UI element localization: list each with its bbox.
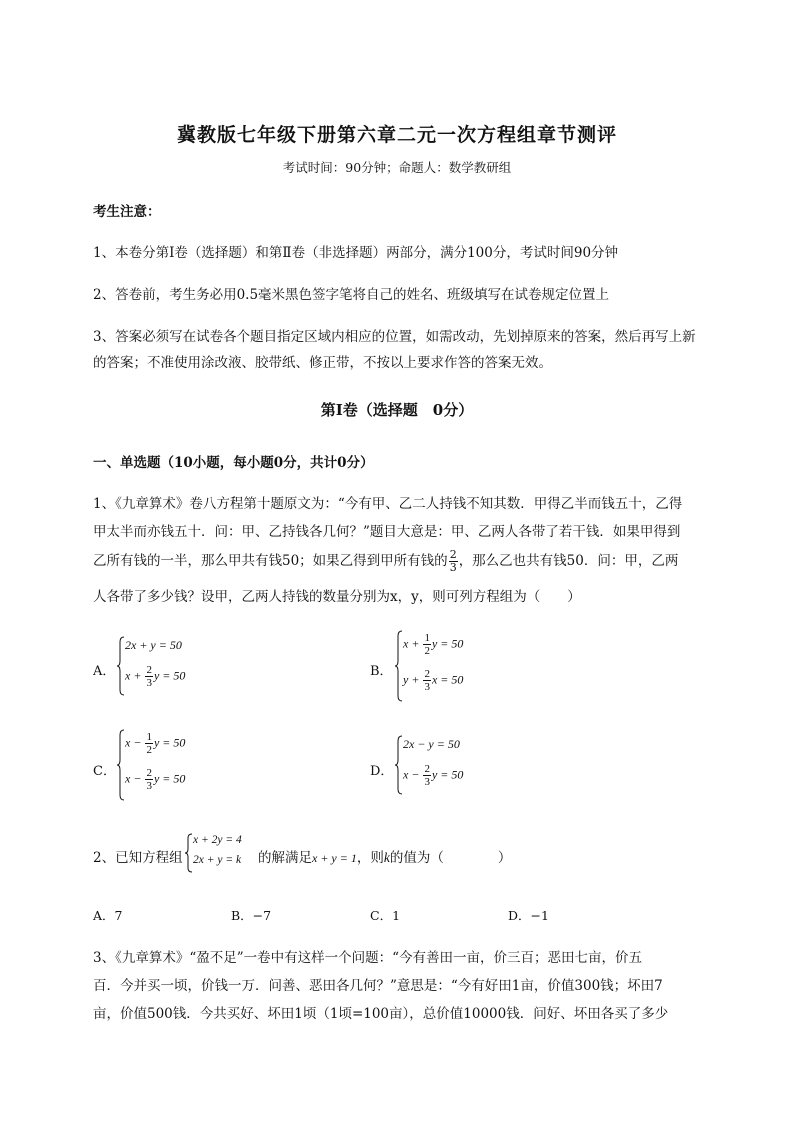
q1-option-b-system[interactable]: x + $\frac{1}{2}$ y = 50 y + $\frac{2}{3}$ x = 50 xyxy=(395,630,485,702)
q2-prefix: 2、已知方程组 xyxy=(93,850,183,866)
q1-line-2: 甲太半而亦钱五十．问：甲、乙持钱各几何？”题目大意是：甲、乙两人各带了若干钱．如果甲得到 xyxy=(93,524,681,540)
q1-option-c-label[interactable]: C． xyxy=(93,764,116,779)
notice-item-2: 2、答卷前，考生务必用0.5毫米黑色签字笔将自己的姓名、班级填写在试卷规定位置上 xyxy=(93,287,610,303)
exam-info: 考试时间：90分钟；命题人：数学教研组 xyxy=(282,160,512,175)
q1-line-3a: 乙所有钱的一半，那么甲共有钱50；如果乙得到甲所有钱的 xyxy=(93,553,448,569)
fraction-two-thirds: $\frac{2}{3}$ xyxy=(449,548,457,574)
notice-item-3-cont: 的答案；不准使用涂改液、胶带纸、修正带，不按以上要求作答的答案无效。 xyxy=(93,355,552,371)
q2-rest: 的解满足x + y = 1，则k的值为（ ） xyxy=(258,850,512,866)
document-title: 冀教版七年级下册第六章二元一次方程组章节测评 xyxy=(176,124,617,146)
q2-option-c[interactable]: C．1 xyxy=(370,908,401,923)
q1-line-3 xyxy=(93,549,678,574)
q3-line-1: 3、《九章算术》“盈不足”一卷中有这样一个问题：“今有善田一亩，价三百；恶田七亩，价五 xyxy=(93,950,643,966)
q1-option-a-label[interactable]: A． xyxy=(93,664,116,679)
q1-line-3b: ，那么乙也共有钱50．问：甲，乙两 xyxy=(458,553,679,569)
q3-line-2: 百．今并买一顷，价钱一万．问善、恶田各几何？”意思是：“今有好田1亩，价值300钱；坏田7 xyxy=(93,978,663,994)
q2-equation-system: x + 2y = 4 2x + y = k xyxy=(185,833,260,873)
q1-line-1: 1、《九章算术》卷八方程第十题原文为：“今有甲、乙二人持钱不知其数．甲得乙半而钱五十，乙得 xyxy=(93,496,683,512)
q3-line-3: 亩，价值500钱．今共买好、坏田1顷（1顷=100亩），总价值10000钱．问好、坏田各买了多少 xyxy=(93,1006,669,1022)
q1-option-d-label[interactable]: D． xyxy=(370,764,394,779)
brace-icon xyxy=(117,636,125,696)
q2-option-d[interactable]: D．−1 xyxy=(508,908,549,923)
q2-option-b[interactable]: B．−7 xyxy=(231,908,272,923)
brace-icon xyxy=(185,833,193,873)
q1-option-a-system[interactable]: 2x + y = 50 x + $\frac{2}{3}$ y = 50 xyxy=(117,636,207,696)
q1-option-d-system[interactable]: 2x − y = 50 x − $\frac{2}{3}$ y = 50 xyxy=(395,735,485,795)
brace-icon xyxy=(395,735,403,795)
notice-item-1: 1、本卷分第I卷（选择题）和第Ⅱ卷（非选择题）两部分，满分100分，考试时间90分钟 xyxy=(93,245,619,261)
q1-option-c-system[interactable]: x − $\frac{1}{2}$ y = 50 x − $\frac{2}{3}$ y = 50 xyxy=(117,729,207,801)
notice-item-3: 3、答案必须写在试卷各个题目指定区域内相应的位置，如需改动，先划掉原来的答案，然后再写上新 xyxy=(93,329,696,345)
section-title: 第I卷（选择题 0分） xyxy=(320,401,474,419)
brace-icon xyxy=(395,630,403,702)
q2-option-a[interactable]: A．7 xyxy=(93,908,123,923)
q1-option-b-label[interactable]: B． xyxy=(370,664,393,679)
q1-line-4: 人各带了多少钱？设甲，乙两人持钱的数量分别为x，y，则可列方程组为（ ） xyxy=(93,589,581,605)
notice-heading: 考生注意： xyxy=(93,204,161,220)
brace-icon xyxy=(117,729,125,801)
part-heading: 一、单选题（10小题，每小题0分，共计0分） xyxy=(93,455,374,471)
